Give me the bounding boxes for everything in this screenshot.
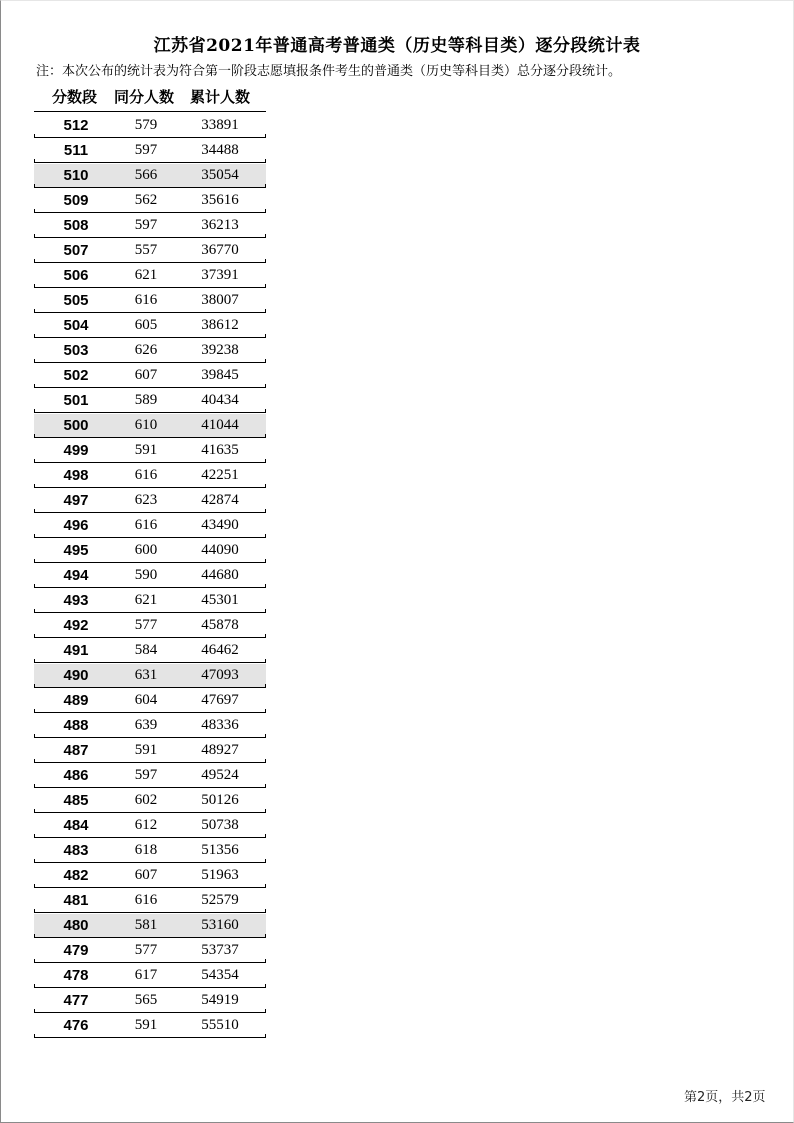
table-row: [34, 589, 266, 613]
score-cell: 507: [63, 242, 89, 259]
same-count-cell: 639: [134, 717, 158, 733]
score-cell: 480: [63, 917, 89, 934]
cumulative-count-cell: 44680: [201, 567, 239, 583]
same-count-cell: 565: [134, 992, 158, 1008]
cumulative-count-cell: 38612: [201, 317, 239, 333]
table-row: [34, 514, 266, 538]
score-cell: 508: [63, 217, 89, 234]
score-cell: 493: [63, 592, 89, 609]
cumulative-count-cell: 35054: [201, 167, 239, 183]
score-cell: 498: [63, 467, 89, 484]
score-cell: 504: [63, 317, 89, 334]
same-count-cell: 607: [134, 367, 158, 383]
cumulative-count-cell: 37391: [201, 267, 239, 283]
score-cell: 505: [63, 292, 89, 309]
same-count-cell: 631: [134, 667, 158, 683]
score-cell: 478: [63, 967, 89, 984]
cumulative-count-cell: 50126: [201, 792, 239, 808]
score-cell: 500: [63, 417, 89, 434]
score-cell: 496: [63, 517, 89, 534]
same-count-cell: 577: [134, 617, 158, 633]
same-count-cell: 607: [134, 867, 158, 883]
same-count-cell: 616: [134, 517, 158, 533]
score-cell: 512: [63, 117, 89, 134]
same-count-cell: 597: [134, 142, 158, 158]
table-row: [34, 489, 266, 513]
cumulative-count-cell: 36213: [201, 217, 239, 233]
cumulative-count-cell: 47093: [201, 667, 239, 683]
table-row: [34, 1014, 266, 1038]
table-row: [34, 539, 266, 563]
score-cell: 495: [63, 542, 89, 559]
same-count-cell: 626: [134, 342, 158, 358]
same-count-cell: 566: [134, 167, 158, 183]
same-count-cell: 617: [134, 967, 158, 983]
cumulative-count-cell: 45301: [201, 592, 239, 608]
same-count-cell: 584: [134, 642, 158, 658]
same-count-cell: 602: [134, 792, 158, 808]
table-row: [34, 889, 266, 913]
cumulative-count-cell: 42251: [201, 467, 239, 483]
same-count-cell: 612: [134, 817, 158, 833]
table-row: [34, 564, 266, 588]
score-table-body: [34, 114, 266, 1039]
header-cumulative-count: 累计人数: [190, 88, 251, 106]
cumulative-count-cell: 52579: [201, 892, 239, 908]
cumulative-count-cell: 53160: [201, 917, 239, 933]
header-score: 分数段: [52, 88, 98, 106]
table-row: [34, 139, 266, 163]
table-row: [34, 864, 266, 888]
same-count-cell: 616: [134, 292, 158, 308]
table-row: [34, 314, 266, 338]
cumulative-count-cell: 42874: [201, 492, 239, 508]
table-row: [34, 164, 266, 188]
same-count-cell: 623: [134, 492, 158, 508]
cumulative-count-cell: 46462: [201, 642, 239, 658]
cumulative-count-cell: 34488: [201, 142, 239, 158]
score-cell: 490: [63, 667, 89, 684]
same-count-cell: 621: [134, 592, 158, 608]
score-cell: 486: [63, 767, 89, 784]
page-number: 第2页，共2页: [684, 1090, 766, 1105]
cumulative-count-cell: 51963: [201, 867, 239, 883]
same-count-cell: 605: [134, 317, 158, 333]
table-row: [34, 939, 266, 963]
table-row: [34, 639, 266, 663]
cumulative-count-cell: 35616: [201, 192, 239, 208]
table-row: [34, 264, 266, 288]
cumulative-count-cell: 33891: [201, 117, 239, 133]
table-row: [34, 439, 266, 463]
same-count-cell: 591: [134, 1017, 158, 1033]
cumulative-count-cell: 51356: [201, 842, 239, 858]
table-row: [34, 989, 266, 1013]
cumulative-count-cell: 48336: [201, 717, 239, 733]
table-row: [34, 414, 266, 438]
table-row: [34, 789, 266, 813]
same-count-cell: 589: [134, 392, 158, 408]
score-cell: 481: [63, 892, 89, 909]
score-cell: 503: [63, 342, 89, 359]
table-row: [34, 239, 266, 263]
cumulative-count-cell: 41044: [201, 417, 239, 433]
same-count-cell: 610: [134, 417, 158, 433]
score-cell: 484: [63, 817, 89, 834]
same-count-cell: 577: [134, 942, 158, 958]
table-row: [34, 914, 266, 938]
score-cell: 509: [63, 192, 89, 209]
header-same-count: 同分人数: [114, 88, 175, 106]
table-header: [34, 86, 266, 110]
cumulative-count-cell: 39845: [201, 367, 239, 383]
cumulative-count-cell: 54354: [201, 967, 239, 983]
score-cell: 492: [63, 617, 89, 634]
same-count-cell: 562: [134, 192, 158, 208]
table-row: [34, 464, 266, 488]
cumulative-count-cell: 44090: [201, 542, 239, 558]
cumulative-count-cell: 53737: [201, 942, 239, 958]
table-row: [34, 739, 266, 763]
score-cell: 499: [63, 442, 89, 459]
same-count-cell: 579: [134, 117, 158, 133]
score-cell: 502: [63, 367, 89, 384]
cumulative-count-cell: 45878: [201, 617, 239, 633]
score-cell: 482: [63, 867, 89, 884]
same-count-cell: 616: [134, 892, 158, 908]
document-title: 江苏省2021年普通高考普通类（历史等科目类）逐分段统计表: [153, 36, 641, 56]
table-row: [34, 839, 266, 863]
document-note: 注：本次公布的统计表为符合第一阶段志愿填报条件考生的普通类（历史等科目类）总分逐分段统计。: [36, 64, 622, 79]
table-row: [34, 664, 266, 688]
score-cell: 510: [63, 167, 89, 184]
same-count-cell: 616: [134, 467, 158, 483]
cumulative-count-cell: 54919: [201, 992, 239, 1008]
score-cell: 479: [63, 942, 89, 959]
same-count-cell: 590: [134, 567, 158, 583]
same-count-cell: 557: [134, 242, 158, 258]
cumulative-count-cell: 38007: [201, 292, 239, 308]
cumulative-count-cell: 36770: [201, 242, 239, 258]
score-cell: 494: [63, 567, 89, 584]
table-row: [34, 339, 266, 363]
same-count-cell: 597: [134, 767, 158, 783]
score-cell: 483: [63, 842, 89, 859]
cumulative-count-cell: 47697: [201, 692, 239, 708]
same-count-cell: 591: [134, 442, 158, 458]
score-cell: 489: [63, 692, 89, 709]
score-cell: 488: [63, 717, 89, 734]
table-row: [34, 764, 266, 788]
same-count-cell: 604: [134, 692, 158, 708]
table-row: [34, 114, 266, 138]
header-rule: [34, 111, 266, 112]
cumulative-count-cell: 49524: [201, 767, 239, 783]
cumulative-count-cell: 55510: [201, 1017, 239, 1033]
table-row: [34, 189, 266, 213]
cumulative-count-cell: 50738: [201, 817, 239, 833]
table-row: [34, 814, 266, 838]
same-count-cell: 600: [134, 542, 158, 558]
table-row: [34, 389, 266, 413]
same-count-cell: 591: [134, 742, 158, 758]
score-cell: 485: [63, 792, 89, 809]
cumulative-count-cell: 43490: [201, 517, 239, 533]
table-row: [34, 714, 266, 738]
table-row: [34, 614, 266, 638]
cumulative-count-cell: 39238: [201, 342, 239, 358]
same-count-cell: 597: [134, 217, 158, 233]
score-cell: 506: [63, 267, 89, 284]
table-row: [34, 289, 266, 313]
same-count-cell: 618: [134, 842, 158, 858]
score-cell: 497: [63, 492, 89, 509]
score-cell: 491: [63, 642, 89, 659]
same-count-cell: 621: [134, 267, 158, 283]
same-count-cell: 581: [134, 917, 158, 933]
cumulative-count-cell: 48927: [201, 742, 239, 758]
score-cell: 501: [63, 392, 89, 409]
table-row: [34, 364, 266, 388]
score-cell: 476: [63, 1017, 89, 1034]
cumulative-count-cell: 41635: [201, 442, 239, 458]
table-row: [34, 689, 266, 713]
score-cell: 477: [63, 992, 89, 1009]
score-cell: 487: [63, 742, 89, 759]
cumulative-count-cell: 40434: [201, 392, 239, 408]
score-cell: 511: [63, 142, 89, 159]
table-row: [34, 214, 266, 238]
table-row: [34, 964, 266, 988]
